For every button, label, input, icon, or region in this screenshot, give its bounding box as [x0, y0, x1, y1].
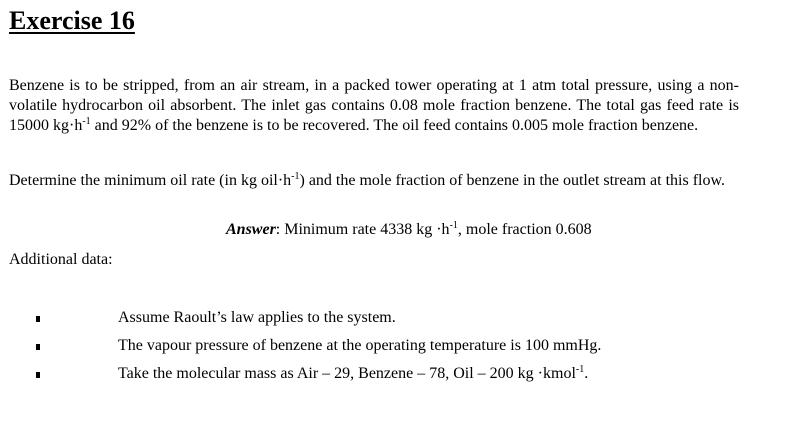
superscript: -1 [82, 116, 91, 127]
bullet-square-icon [36, 372, 40, 378]
bullet-text-part-1: Take the molecular mass as Air – 29, Benzene – 78, Oil – 200 kg ·kmol [118, 365, 576, 382]
additional-data-heading: Additional data: [9, 251, 113, 268]
bullet-text: The vapour pressure of benzene at the operating temperature is 100 mmHg. [118, 337, 602, 354]
additional-data-list [0, 308, 786, 392]
answer-text-part-2: , mole fraction 0.608 [457, 221, 592, 238]
answer-text-part-1: : Minimum rate 4338 kg ·h [275, 221, 450, 238]
superscript: -1 [449, 220, 458, 231]
list-item [0, 308, 786, 336]
answer-line [226, 220, 592, 240]
problem-question [9, 171, 739, 191]
bullet-text [118, 364, 588, 384]
bullet-text: Assume Raoult’s law applies to the system. [118, 309, 396, 326]
list-item [0, 336, 786, 364]
problem-statement [9, 76, 739, 136]
question-text-part-1: Determine the minimum oil rate (in kg oil·h [9, 172, 292, 189]
superscript: -1 [575, 364, 585, 375]
answer-label: Answer [226, 221, 276, 238]
bullet-text-part-2: . [584, 365, 589, 382]
page-title: Exercise 16 [9, 6, 135, 35]
problem-text-part-1: Benzene is to be stripped, from an air stream, in a packed tower operating at 1 atm total pressure, using a non-volatile hydrocarbon oil absorbent. The inlet gas contains 0.08 mole fraction benzene. The total gas feed rate is 15000 kg·h [9, 77, 739, 134]
bullet-square-icon [36, 316, 40, 322]
question-text-part-2: ) and the mole fraction of benzene in the outlet stream at this flow. [299, 172, 725, 189]
superscript: -1 [291, 171, 300, 182]
bullet-square-icon [36, 344, 40, 350]
list-item [0, 364, 786, 392]
problem-text-part-2: and 92% of the benzene is to be recovered. The oil feed contains 0.005 mole fraction benzene. [90, 117, 699, 134]
